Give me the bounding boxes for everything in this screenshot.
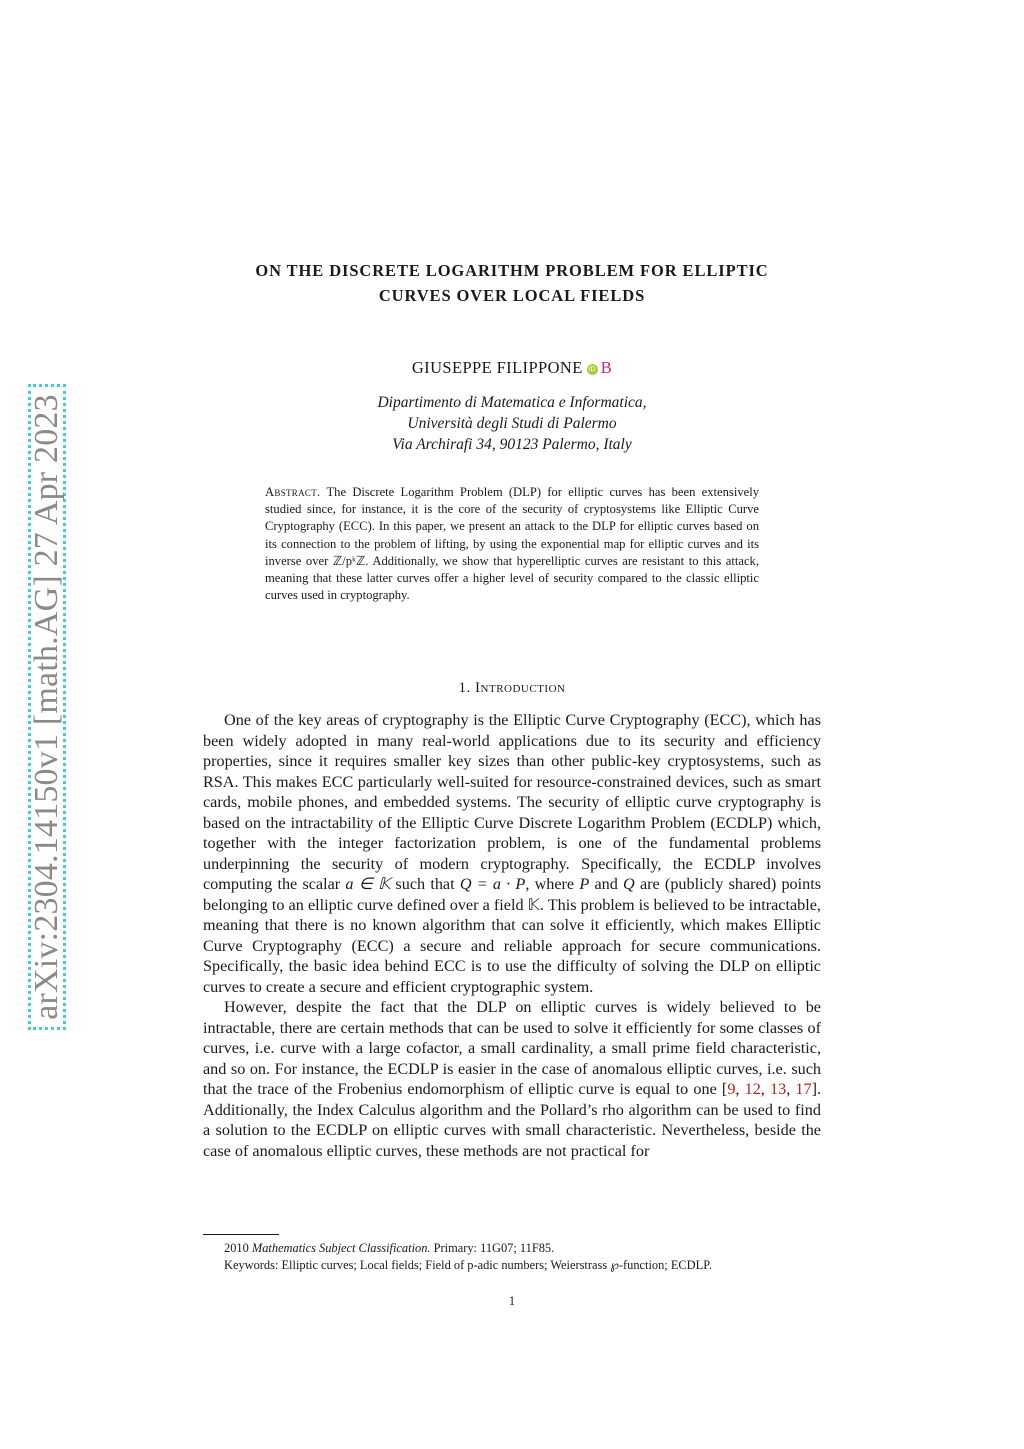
msc-value: Primary: 11G07; 11F85. [433, 1241, 555, 1255]
abstract [265, 484, 759, 604]
section-title: Introduction [475, 680, 566, 696]
affiliation-line-1: Dipartimento di Matematica e Informatica, [377, 394, 647, 411]
p1-math-3: P [579, 875, 590, 893]
p2-text-a: However, despite the fact that the DLP on elliptic curves is widely believed to be intractable, there are certain methods that can be used to solve it efficiently for some classes of curves, i.e. curve with a large cofactor, a small cardinality, a small prime field characteristic, and so on. For instance, the ECDLP is easier in the case of anomalous elliptic curves, i.e. such that the trace of the Frobenius endomorphism of elliptic curve is equal to one [ [203, 998, 821, 1098]
p1-math-5: 𝕂 [527, 895, 540, 914]
email-icon[interactable]: B [600, 358, 613, 377]
p1-text-c: , where [525, 875, 580, 893]
orcid-icon[interactable]: iD [588, 365, 596, 373]
title-line-2: CURVES OVER LOCAL FIELDS [378, 286, 646, 305]
p1-text-a: One of the key areas of cryptography is the Elliptic Curve Cryptography (ECC), which has been widely adopted in many real-world applications due to its security and efficiency properties, since it requires smaller key sizes than other public-key cryptosystems, such as RSA. This makes ECC particularly well-suited for resource-constrained devices, such as smart cards, mobile phones, and embedded systems. The security of elliptic curve cryptography is based on the intractability of the Elliptic Curve Discrete Logarithm Problem (ECDLP) which, together with the integer factorization problem, is one of the fundamental problems underpinning the security of modern cryptography. Specifically, the ECDLP involves computing the scalar [203, 711, 821, 893]
author-name: GIUSEPPE FILIPPONE [411, 358, 583, 377]
keywords-value: Elliptic curves; Local fields; Field of p-adic numbers; Weierstrass ℘-function; ECDLP. [281, 1258, 712, 1272]
p2-sep: , [735, 1080, 745, 1098]
affiliation-line-2: Università degli Studi di Palermo [407, 415, 617, 432]
p2-sep: , [786, 1080, 796, 1098]
p1-math-2: Q = a · P [459, 875, 526, 893]
affiliation [200, 392, 824, 455]
msc-year: 2010 [224, 1241, 249, 1255]
keywords-label: Keywords: [224, 1258, 279, 1272]
body-text [203, 710, 821, 1161]
paragraph-1 [203, 710, 821, 997]
p1-math-1: a ∈ 𝕂 [345, 875, 391, 893]
affiliation-line-3: Via Archirafi 34, 90123 Palermo, Italy [392, 436, 632, 453]
abstract-text-1: The Discrete Logarithm Problem (DLP) for elliptic curves has been extensively studied since, for instance, it is the core of the security of cryptosystems like Elliptic Curve Cryptography (ECC). In this paper, we present an attack to the DLP for elliptic curves based on its connection to the problem of lifting, by using the exponential map for elliptic curves and its inverse over [265, 485, 759, 568]
citation-link[interactable]: 17 [795, 1080, 812, 1098]
p1-text-e: are (publicly shared) points belonging to an elliptic curve defined over a field [203, 875, 822, 914]
footnote-keywords [203, 1257, 821, 1274]
section-heading [200, 680, 824, 697]
arxiv-stamp[interactable]: arXiv:2304.14150v1 [math.AG] 27 Apr 2023 [28, 394, 65, 1020]
author [200, 358, 824, 378]
citation-link[interactable]: 9 [727, 1080, 736, 1098]
p2-text-b: ]. Additionally, the Index Calculus algorithm and the Pollard’s rho algorithm can be used to find a solution to the ECDLP on elliptic curves with small characteristic. Nevertheless, beside the case of anomalous elliptic curves, these methods are not practical for [203, 1080, 822, 1160]
p1-text-f: . This problem is believed to be intractable, meaning that there is no known algorithm that can solve it efficiently, which makes Elliptic Curve Cryptography (ECC) a secure and reliable approach for secure communications. Specifically, the basic idea behind ECC is to use the difficulty of solving the DLP on elliptic curves to create a secure and efficient cryptographic system. [203, 895, 821, 996]
p1-text-d: and [589, 875, 624, 893]
msc-label: Mathematics Subject Classification. [251, 1241, 431, 1255]
title-line-1: ON THE DISCRETE LOGARITHM PROBLEM FOR ELLIPTIC [255, 261, 769, 280]
abstract-label: Abstract. [265, 485, 321, 499]
footnote-rule [203, 1234, 279, 1235]
paper-title [200, 258, 824, 308]
paragraph-2 [203, 997, 821, 1161]
footnote-msc [203, 1240, 821, 1257]
abstract-text-2: . Additionally, we show that hyperelliptic curves are resistant to this attack, meaning that these latter curves offer a higher level of security compared to the classic elliptic curves used in cryptography. [265, 553, 759, 603]
p1-text-b: such that [390, 875, 460, 893]
citation-link[interactable]: 13 [770, 1080, 787, 1098]
abstract-math: ℤ/pᵏℤ [332, 553, 366, 568]
citation-link[interactable]: 12 [744, 1080, 761, 1098]
p2-sep: , [760, 1080, 770, 1098]
page-number: 1 [508, 1294, 516, 1308]
footnotes [203, 1240, 821, 1274]
p1-math-4: Q [623, 875, 635, 893]
section-number: 1. [458, 680, 471, 696]
